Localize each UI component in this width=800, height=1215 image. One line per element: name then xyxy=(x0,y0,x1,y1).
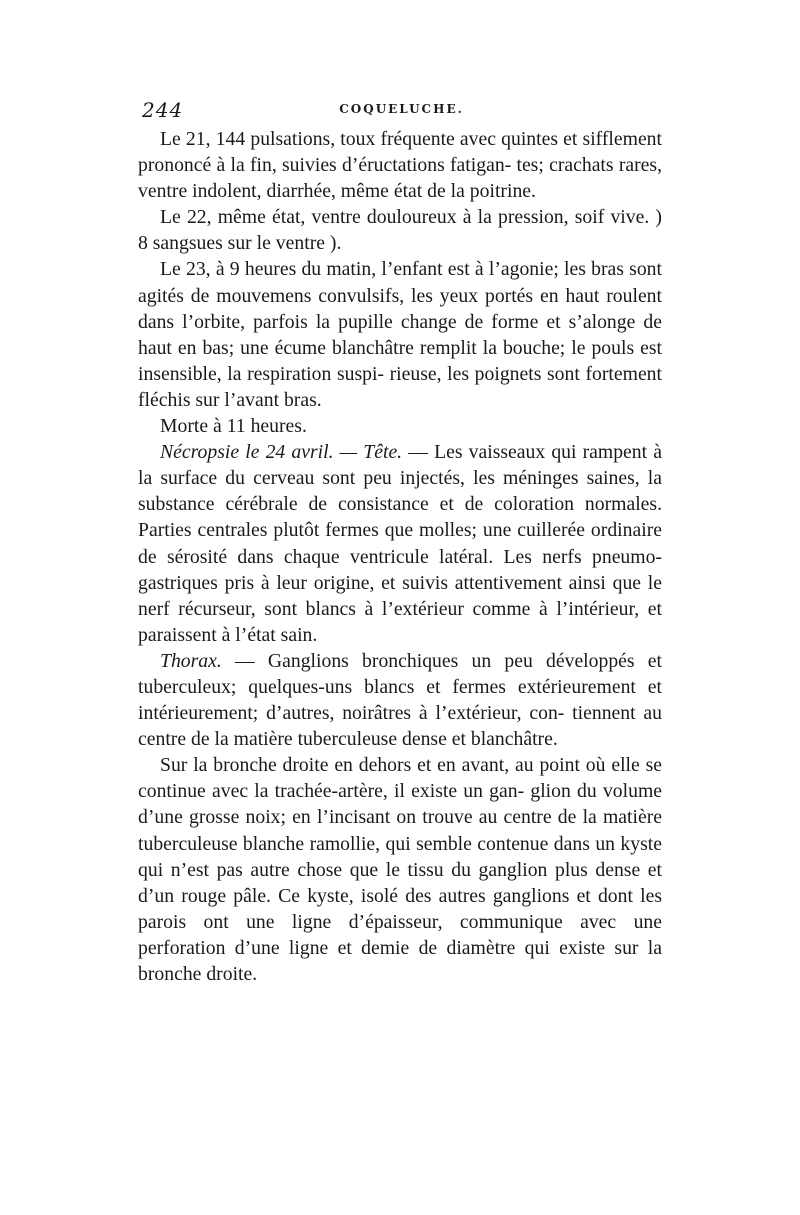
paragraph-text: — Les vaisseaux qui rampent à la surface du cerveau sont peu injectés, les méninges saines, la substance cérébrale de consistance et de coloration normales. Parties centrales plutôt fermes que molles; une cuillerée ordinaire de sérosité dans chaque ventricule latéral. Les nerfs pneumo-gastriques pris à leur origine, et suivis attentivement ainsi que le nerf récurseur, sont blancs à l’extérieur comme à l’intérieur, et paraissent à l’état sain. xyxy=(138,441,662,646)
body-text xyxy=(138,126,662,987)
paragraph-necropsy-head xyxy=(138,439,662,648)
paragraph-text: Le 21, 144 pulsations, toux fréquente avec quintes et sifflement prononcé à la fin, suivies d’éructations fatigan- tes; crachats rares, ventre indolent, diarrhée, même état de la poitrine. xyxy=(138,128,662,203)
running-title: COQUELUCHE. xyxy=(339,102,464,116)
paragraph-day-22 xyxy=(138,204,662,256)
page-number: 244 xyxy=(142,98,184,122)
paragraph-day-23 xyxy=(138,256,662,413)
paragraph-bronchus xyxy=(138,752,662,987)
paragraph-text: — Ganglions bronchiques un peu développés et tuberculeux; quelques-uns blancs et fermes extérieurement et intérieurement; d’autres, noirâtres à l’extérieur, con- tiennent au centre de la matière tuberculeuse dense et blanchâtre. xyxy=(138,649,662,751)
paragraph-text: Morte à 11 heures. xyxy=(160,415,307,438)
paragraph-text: Le 22, même état, ventre douloureux à la pression, soif vive. ) 8 sangsues sur le ventre ). xyxy=(138,206,662,255)
paragraph-thorax xyxy=(138,648,662,752)
section-lead: Thorax. xyxy=(160,649,222,672)
paragraph-day-21 xyxy=(138,126,662,204)
paragraph-death xyxy=(138,413,662,439)
paragraph-text: Sur la bronche droite en dehors et en avant, au point où elle se continue avec la trachée-artère, il existe un gan- glion du volume d’une grosse noix; en l’incisant on trouve au centre de la matière tuberculeuse blanche ramollie, qui semble contenue dans un kyste qui n’est pas autre chose que le tissu du ganglion plus dense et d’un rouge pâle. Ce kyste, isolé des autres ganglions et dont les parois ont une ligne d’épaisseur, communique avec une perforation d’une ligne et demie de diamètre qui existe sur la bronche droite. xyxy=(138,754,662,985)
section-lead: Nécropsie le 24 avril. — Tête. xyxy=(160,441,403,464)
paragraph-text: Le 23, à 9 heures du matin, l’enfant est à l’agonie; les bras sont agités de mouvemens convulsifs, les yeux portés en haut roulent dans l’orbite, parfois la pupille change de forme et s’alonge de haut en bas; une écume blanchâtre remplit la bouche; le pouls est insensible, la respiration suspi- rieuse, les poignets sont fortement fléchis sur l’avant bras. xyxy=(138,258,662,411)
page-header xyxy=(140,98,663,124)
